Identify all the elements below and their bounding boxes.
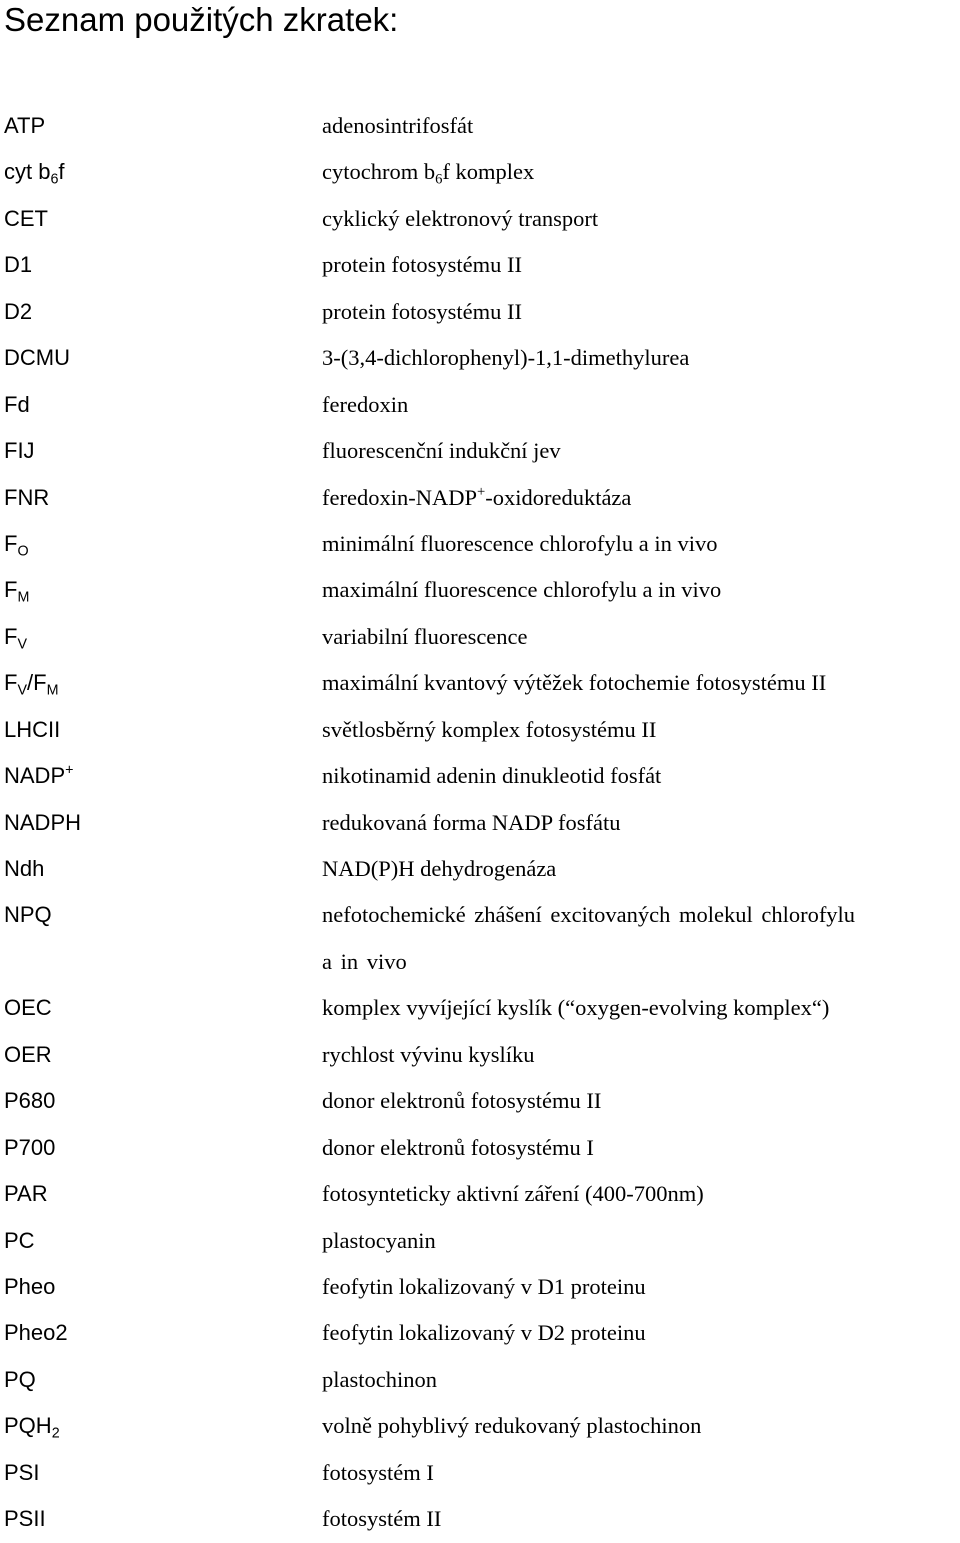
abbreviation-term: OER xyxy=(4,1041,52,1067)
abbreviation-definition: fotosystém II xyxy=(322,1506,442,1532)
abbreviation-definition: feofytin lokalizovaný v D1 proteinu xyxy=(322,1273,646,1299)
abbreviation-definition: cytochrom $b_6f$ komplex xyxy=(322,159,535,188)
abbreviation-definition: donor elektronů fotosystému I xyxy=(322,1134,594,1160)
abbreviation-term: Pheo2 xyxy=(4,1320,68,1346)
abbreviation-term: D1 xyxy=(4,252,33,278)
abbreviation-term: cyt $b_6f$ xyxy=(4,159,65,188)
abbreviation-term: P680 xyxy=(4,1088,56,1114)
abbreviation-definition: protein fotosystému II xyxy=(322,252,522,278)
list-item-fd xyxy=(0,382,960,428)
list-item-fij xyxy=(0,428,960,474)
list-item-d2 xyxy=(0,289,960,335)
abbreviation-definition: adenosintrifosfát xyxy=(322,113,474,138)
abbreviation-definition: nikotinamid adenin dinukleotid fosfát xyxy=(322,763,662,789)
list-item-npq xyxy=(0,892,960,985)
list-item-psi xyxy=(0,1450,960,1496)
abbreviation-definition: donor elektronů fotosystému II xyxy=(322,1088,602,1114)
abbreviation-definition: komplex vyvíjející kyslík (“oxygen-evolving komplex“) xyxy=(322,995,830,1021)
abbreviation-term: PSII xyxy=(4,1506,46,1532)
abbreviation-term: $F_V$ xyxy=(4,623,27,653)
list-item-pq xyxy=(0,1357,960,1403)
list-item-d1 xyxy=(0,242,960,288)
abbreviation-definition: variabilní fluorescence xyxy=(322,623,528,649)
abbreviation-definition: feofytin lokalizovaný v D2 proteinu xyxy=(322,1320,646,1346)
list-item-oer xyxy=(0,1032,960,1078)
list-item-nadph xyxy=(0,800,960,846)
list-item-oec xyxy=(0,985,960,1031)
list-item-fnr xyxy=(0,475,960,521)
abbreviation-term: ATP xyxy=(4,113,46,138)
abbreviation-definition: světlosběrný komplex fotosystému II xyxy=(322,716,657,742)
abbreviation-definition: maximální kvantový výtěžek fotochemie fotosystému II xyxy=(322,670,827,696)
abbreviation-list xyxy=(0,103,960,1543)
list-item-fv xyxy=(0,614,960,660)
list-item-nadp xyxy=(0,753,960,799)
abbreviation-definition: nefotochemické zhášení excitovaných molekul chlorofylu a in vivo xyxy=(322,902,856,974)
abbreviation-term: PAR xyxy=(4,1181,48,1207)
list-item-pheo xyxy=(0,1264,960,1310)
abbreviation-term: NPQ xyxy=(4,902,52,928)
abbreviation-definition: feredoxin-NADP+-oxidoreduktáza xyxy=(322,483,632,510)
abbreviation-term: OEC xyxy=(4,995,52,1021)
abbreviation-term: $F_V/F_M$ xyxy=(4,670,59,699)
list-item-pheo2 xyxy=(0,1310,960,1356)
abbreviation-term: $F_O$ xyxy=(4,530,29,560)
list-item-fo xyxy=(0,521,960,567)
list-item-ndh xyxy=(0,846,960,892)
list-item-par xyxy=(0,1171,960,1217)
abbreviation-definition: protein fotosystému II xyxy=(322,298,522,324)
abbreviation-term: NADP+ xyxy=(4,762,74,789)
list-item-fv-fm xyxy=(0,660,960,706)
abbreviation-definition: fotosystém I xyxy=(322,1459,434,1485)
abbreviation-definition: 3-(3,4-dichlorophenyl)-1,1-dimethylurea xyxy=(322,345,690,371)
list-item-psii xyxy=(0,1496,960,1542)
abbreviation-term: PQ xyxy=(4,1366,36,1392)
abbreviation-term: FIJ xyxy=(4,438,35,464)
abbreviation-term: $PQH_2$ xyxy=(4,1413,60,1442)
list-item-pqh2 xyxy=(0,1403,960,1449)
abbreviation-definition: plastocyanin xyxy=(322,1227,436,1253)
list-item-p680 xyxy=(0,1078,960,1124)
abbreviation-term: Ndh xyxy=(4,856,45,881)
abbreviation-term: Pheo xyxy=(4,1273,56,1299)
list-item-lhcii xyxy=(0,707,960,753)
list-item-cet xyxy=(0,196,960,242)
list-item-atp xyxy=(0,103,960,149)
list-item-dcmu xyxy=(0,335,960,381)
list-item-fm xyxy=(0,567,960,613)
list-item-pc xyxy=(0,1218,960,1264)
abbreviation-definition: cyklický elektronový transport xyxy=(322,205,599,231)
abbreviation-term: FNR xyxy=(4,484,50,510)
list-item-cyt-b6f xyxy=(0,149,960,195)
abbreviation-term: $F_M$ xyxy=(4,577,30,606)
abbreviation-term: D2 xyxy=(4,298,33,324)
page-title: Seznam použitých zkratek: xyxy=(4,1,399,38)
abbreviation-definition: rychlost vývinu kyslíku xyxy=(322,1041,535,1067)
abbreviation-definition: fluorescenční indukční jev xyxy=(322,438,561,464)
abbreviation-definition: feredoxin xyxy=(322,391,409,417)
abbreviation-term: Fd xyxy=(4,391,30,417)
abbreviation-term: LHCII xyxy=(4,716,61,742)
abbreviation-term: P700 xyxy=(4,1134,56,1160)
abbreviation-definition: volně pohyblivý redukovaný plastochinon xyxy=(322,1413,702,1439)
abbreviation-definition: redukovaná forma NADP fosfátu xyxy=(322,809,621,835)
abbreviation-term: CET xyxy=(4,205,48,231)
abbreviation-definition: maximální fluorescence chlorofylu a in vivo xyxy=(322,577,722,603)
abbreviation-definition: NAD(P)H dehydrogenáza xyxy=(322,856,557,881)
abbreviation-definition: fotosynteticky aktivní záření (400-700nm) xyxy=(322,1181,704,1207)
abbreviation-term: PSI xyxy=(4,1459,40,1485)
abbreviation-term: PC xyxy=(4,1227,35,1253)
abbreviation-term: DCMU xyxy=(4,345,70,371)
abbreviation-definition: minimální fluorescence chlorofylu a in vivo xyxy=(322,530,718,556)
abbreviation-definition: plastochinon xyxy=(322,1366,437,1392)
abbreviation-term: NADPH xyxy=(4,809,82,835)
list-item-p700 xyxy=(0,1125,960,1171)
